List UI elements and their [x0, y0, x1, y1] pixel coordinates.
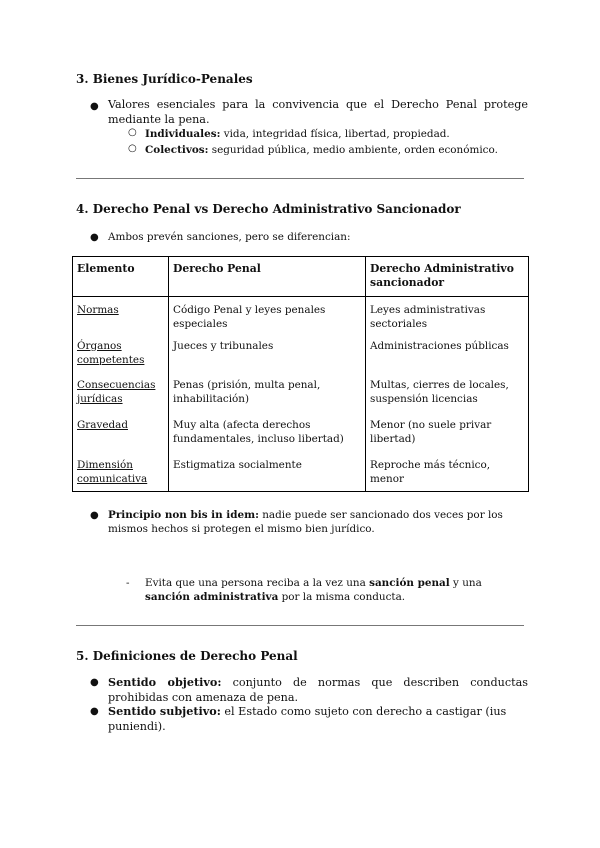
- bullet-marker: ●: [90, 677, 99, 688]
- bullet-marker: ●: [90, 101, 99, 112]
- table-cell-elemento: Dimensión comunicativa: [73, 456, 169, 492]
- table-row: [73, 416, 529, 456]
- table-cell-administrativo: Multas, cierres de locales, suspensión licencias: [366, 376, 529, 416]
- table-header-row: [73, 257, 529, 297]
- dash-bold: sanción administrativa: [145, 591, 279, 603]
- section-4-bullet-text: Ambos prevén sanciones, pero se diferencian:: [108, 231, 351, 243]
- table-cell-penal: Código Penal y leyes penales especiales: [169, 297, 366, 337]
- table-cell-administrativo: Reproche más técnico, menor: [366, 456, 529, 492]
- table-cell-administrativo: Administraciones públicas: [366, 337, 529, 376]
- dash-item: [145, 576, 525, 604]
- definition-text: conjunto de normas que describen conductas prohibidas con amenaza de pena.: [108, 676, 528, 704]
- horizontal-divider: [76, 178, 524, 179]
- section-3-heading: 3. Bienes Jurídico-Penales: [76, 72, 253, 86]
- dash-bold: sanción penal: [369, 577, 450, 589]
- bullet-marker: ●: [90, 232, 99, 243]
- comparison-table: [72, 256, 529, 492]
- section-5-heading: 5. Definiciones de Derecho Penal: [76, 649, 298, 663]
- section-4-heading: 4. Derecho Penal vs Derecho Administrativo Sancionador: [76, 202, 461, 216]
- dash-marker: -: [126, 577, 130, 589]
- principle-non-bis-in-idem: [108, 508, 520, 536]
- circle-marker: ○: [128, 127, 137, 138]
- dash-text: Evita que una persona reciba a la vez una: [145, 577, 370, 589]
- principle-label: Principio non bis in idem:: [108, 509, 259, 521]
- horizontal-divider: [76, 625, 524, 626]
- table-cell-penal: Penas (prisión, multa penal, inhabilitación): [169, 376, 366, 416]
- table-cell-penal: Estigmatiza socialmente: [169, 456, 366, 492]
- table-cell-elemento: Consecuencias jurídicas: [73, 376, 169, 416]
- bullet-marker: ●: [90, 706, 99, 717]
- definition-label: Sentido subjetivo:: [108, 704, 221, 718]
- table-cell-penal: Muy alta (afecta derechos fundamentales, incluso libertad): [169, 416, 366, 456]
- table-row: [73, 456, 529, 492]
- header-derecho-administrativo: Derecho Administrativo sancionador: [366, 257, 529, 297]
- definition-text: el Estado como sujeto con derecho a castigar (ius puniendi).: [108, 705, 507, 733]
- sub-item-text: vida, integridad física, libertad, propiedad.: [220, 128, 450, 140]
- table-row: [73, 337, 529, 376]
- section-3-bullet-text: Valores esenciales para la convivencia que el Derecho Penal protege mediante la pena.: [108, 98, 528, 126]
- definition-sentido-objetivo: [108, 675, 528, 705]
- header-elemento: Elemento: [73, 257, 169, 297]
- sub-item-label: Colectivos:: [145, 144, 209, 156]
- table-row: [73, 297, 529, 337]
- sub-item-label: Individuales:: [145, 128, 221, 140]
- bullet-marker: ●: [90, 510, 99, 521]
- dash-text: por la misma conducta.: [278, 591, 406, 603]
- table-cell-administrativo: Menor (no suele privar libertad): [366, 416, 529, 456]
- dash-text: y una: [449, 577, 482, 589]
- circle-marker: ○: [128, 143, 137, 154]
- table-row: [73, 376, 529, 416]
- header-derecho-penal: Derecho Penal: [169, 257, 366, 297]
- table-cell-administrativo: Leyes administrativas sectoriales: [366, 297, 529, 337]
- table-cell-elemento: Órganos competentes: [73, 337, 169, 376]
- table-cell-penal: Jueces y tribunales: [169, 337, 366, 376]
- table-cell-elemento: Normas: [73, 297, 169, 337]
- definition-sentido-subjetivo: [108, 704, 528, 734]
- sub-item-text: seguridad pública, medio ambiente, orden económico.: [208, 144, 498, 156]
- definition-label: Sentido objetivo:: [108, 675, 222, 689]
- principle-text: nadie puede ser sancionado dos veces por los mismos hechos si protegen el mismo bien jurídico.: [108, 509, 503, 535]
- sub-item-individuales: [145, 127, 525, 141]
- sub-item-colectivos: [145, 143, 525, 157]
- table-cell-elemento: Gravedad: [73, 416, 169, 456]
